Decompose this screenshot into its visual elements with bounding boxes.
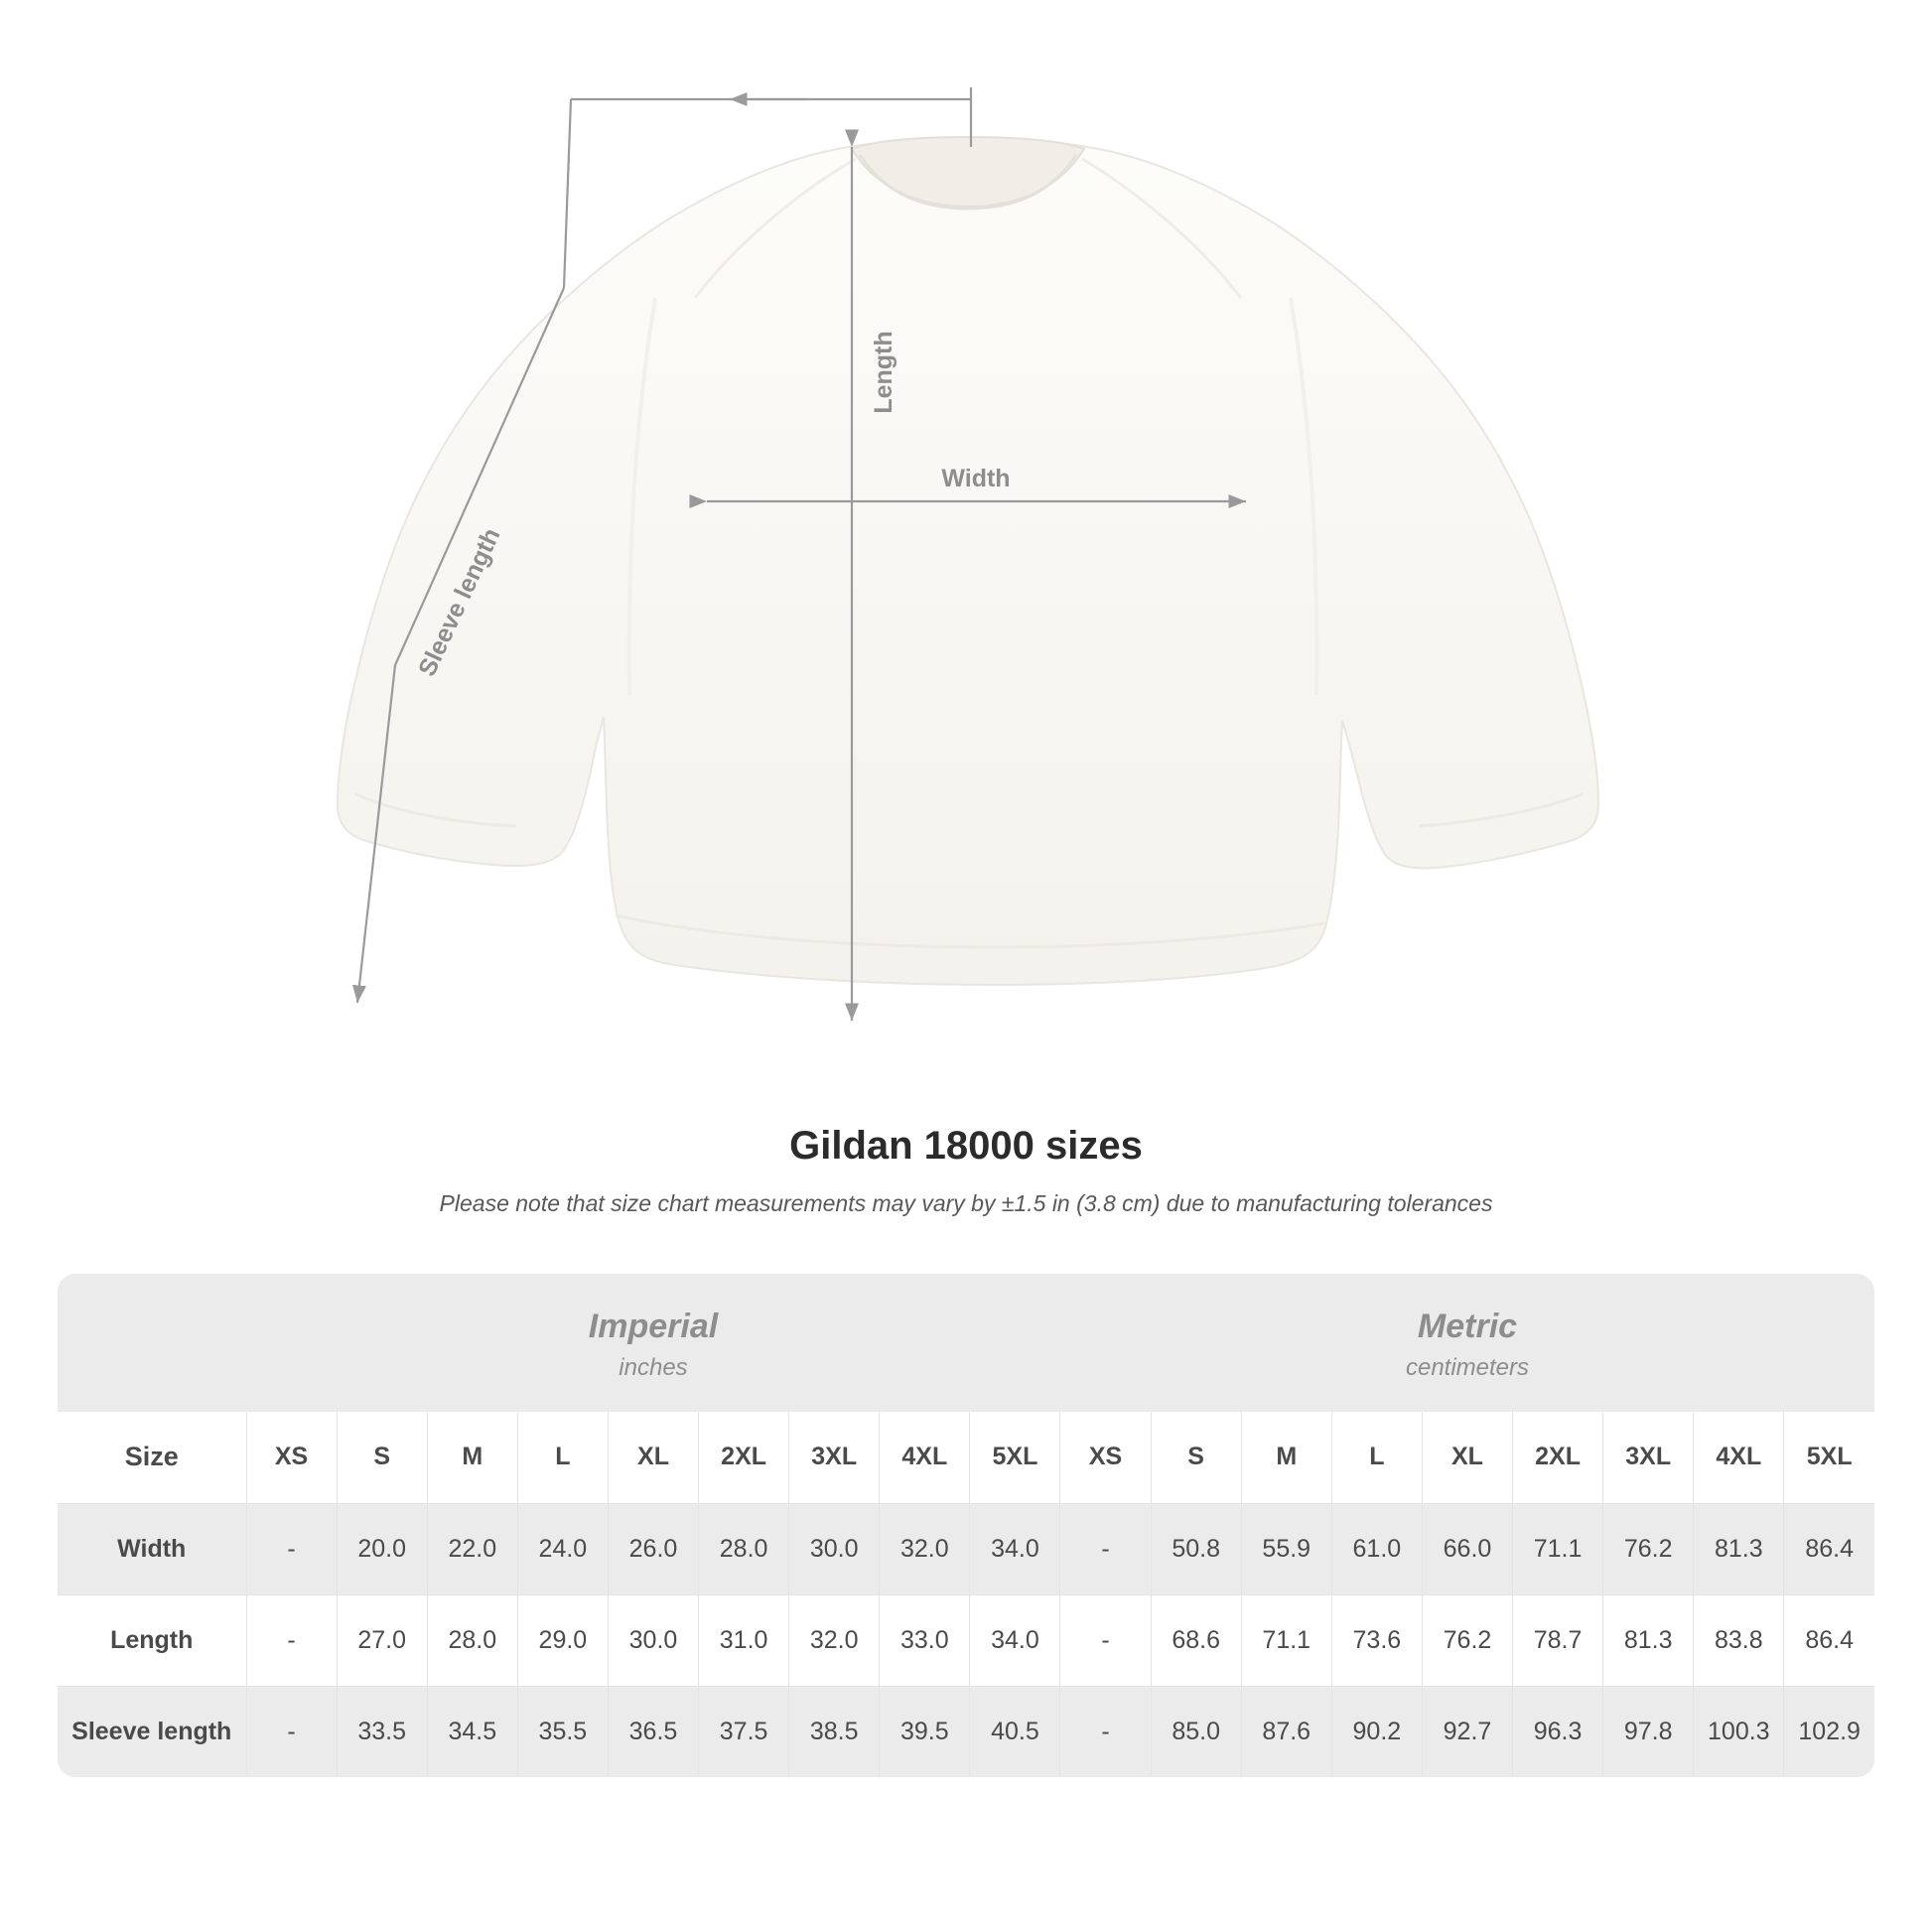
- cell: 55.9: [1241, 1503, 1331, 1594]
- header-imperial-xl: XL: [608, 1412, 698, 1503]
- banner-spacer: [58, 1274, 246, 1412]
- cell: 28.0: [699, 1503, 789, 1594]
- cell: 85.0: [1151, 1686, 1241, 1777]
- cell: 34.0: [970, 1503, 1060, 1594]
- size-header-row: [58, 1412, 1874, 1503]
- cell: 90.2: [1331, 1686, 1422, 1777]
- cell: 71.1: [1513, 1503, 1603, 1594]
- cell: 68.6: [1151, 1594, 1241, 1686]
- cell: 61.0: [1331, 1503, 1422, 1594]
- cell: 73.6: [1331, 1594, 1422, 1686]
- header-metric-xs: XS: [1060, 1412, 1151, 1503]
- tolerance-note: Please note that size chart measurements may vary by ±1.5 in (3.8 cm) due to manufacturing tolerances: [439, 1190, 1493, 1216]
- banner-metric-name: Metric: [1417, 1308, 1518, 1345]
- cell: 24.0: [517, 1503, 608, 1594]
- table-row: [58, 1686, 1874, 1777]
- header-metric-5xl: 5XL: [1784, 1412, 1874, 1503]
- row-label-length: Length: [58, 1594, 246, 1686]
- cell: 35.5: [517, 1686, 608, 1777]
- cell: 20.0: [337, 1503, 427, 1594]
- cell: 96.3: [1513, 1686, 1603, 1777]
- header-imperial-4xl: 4XL: [880, 1412, 970, 1503]
- table-row: [58, 1594, 1874, 1686]
- cell: 39.5: [880, 1686, 970, 1777]
- banner-imperial-name: Imperial: [588, 1308, 719, 1345]
- cell: -: [246, 1594, 337, 1686]
- cell: 33.0: [880, 1594, 970, 1686]
- cell: 87.6: [1241, 1686, 1331, 1777]
- cell: 81.3: [1603, 1594, 1694, 1686]
- cell: 34.0: [970, 1594, 1060, 1686]
- cell: 86.4: [1784, 1503, 1874, 1594]
- banner-metric-unit: centimeters: [1405, 1354, 1530, 1382]
- cell: 92.7: [1422, 1686, 1512, 1777]
- cell: 22.0: [427, 1503, 517, 1594]
- banner-metric: [1060, 1274, 1874, 1412]
- cell: 32.0: [880, 1503, 970, 1594]
- cell: 36.5: [608, 1686, 698, 1777]
- size-table-container: [58, 1274, 1874, 1777]
- cell: 78.7: [1513, 1594, 1603, 1686]
- cell: 66.0: [1422, 1503, 1512, 1594]
- cell: 26.0: [608, 1503, 698, 1594]
- cell: 30.0: [789, 1503, 880, 1594]
- header-size: Size: [58, 1412, 246, 1503]
- cell: 27.0: [337, 1594, 427, 1686]
- cell: 86.4: [1784, 1594, 1874, 1686]
- cell: -: [246, 1503, 337, 1594]
- cell: 29.0: [517, 1594, 608, 1686]
- cell: 100.3: [1694, 1686, 1784, 1777]
- header-metric-l: L: [1331, 1412, 1422, 1503]
- header-metric-2xl: 2XL: [1513, 1412, 1603, 1503]
- sweatshirt-shape: [338, 137, 1598, 985]
- cell: 83.8: [1694, 1594, 1784, 1686]
- unit-banner-row: [58, 1274, 1874, 1412]
- cell: -: [1060, 1594, 1151, 1686]
- cell: 97.8: [1603, 1686, 1694, 1777]
- cell: 81.3: [1694, 1503, 1784, 1594]
- cell: 28.0: [427, 1594, 517, 1686]
- header-imperial-s: S: [337, 1412, 427, 1503]
- cell: 33.5: [337, 1686, 427, 1777]
- cell: 40.5: [970, 1686, 1060, 1777]
- size-table: [58, 1274, 1874, 1777]
- banner-imperial-unit: inches: [619, 1354, 688, 1382]
- header-imperial-2xl: 2XL: [699, 1412, 789, 1503]
- label-length: Length: [870, 331, 897, 414]
- header-imperial-l: L: [517, 1412, 608, 1503]
- header-imperial-m: M: [427, 1412, 517, 1503]
- row-label-width: Width: [58, 1503, 246, 1594]
- cell: -: [1060, 1503, 1151, 1594]
- header-metric-m: M: [1241, 1412, 1331, 1503]
- cell: 37.5: [699, 1686, 789, 1777]
- header-metric-s: S: [1151, 1412, 1241, 1503]
- cell: 102.9: [1784, 1686, 1874, 1777]
- cell: 38.5: [789, 1686, 880, 1777]
- cell: 31.0: [699, 1594, 789, 1686]
- page-title: Gildan 18000 sizes: [789, 1124, 1143, 1168]
- banner-imperial: [246, 1274, 1060, 1412]
- cell: 50.8: [1151, 1503, 1241, 1594]
- cell: 30.0: [608, 1594, 698, 1686]
- cell: 71.1: [1241, 1594, 1331, 1686]
- header-imperial-3xl: 3XL: [789, 1412, 880, 1503]
- header-imperial-5xl: 5XL: [970, 1412, 1060, 1503]
- header-metric-xl: XL: [1422, 1412, 1512, 1503]
- header-metric-3xl: 3XL: [1603, 1412, 1694, 1503]
- header-imperial-xs: XS: [246, 1412, 337, 1503]
- cell: 76.2: [1603, 1503, 1694, 1594]
- title-block: [0, 1124, 1932, 1217]
- label-sleeve-length: Sleeve length: [413, 523, 506, 681]
- cell: 76.2: [1422, 1594, 1512, 1686]
- cell: -: [1060, 1686, 1151, 1777]
- cell: 34.5: [427, 1686, 517, 1777]
- cell: 32.0: [789, 1594, 880, 1686]
- header-metric-4xl: 4XL: [1694, 1412, 1784, 1503]
- row-label-sleeve-length: Sleeve length: [58, 1686, 246, 1777]
- table-row: [58, 1503, 1874, 1594]
- cell: -: [246, 1686, 337, 1777]
- label-width: Width: [941, 465, 1011, 492]
